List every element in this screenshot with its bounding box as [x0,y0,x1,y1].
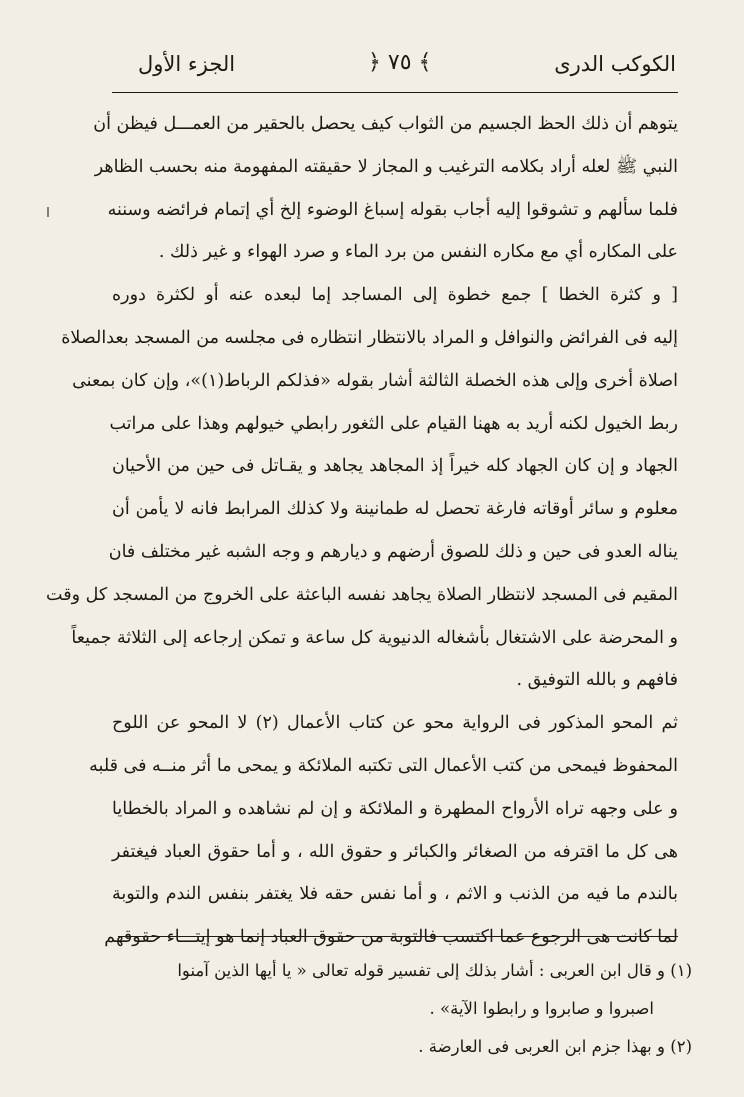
page-header [118,40,676,88]
text-line: لما كانت هى الرجوع عما اكتسب فالتوبة من حقوق العباد إنما هو إيتـــاء حقوقهم [104,927,678,948]
footnote-2: (٢) و بهذا جزم ابن العربى فى العارضة . [418,1037,692,1056]
text-line: ربط الخيول لكنه أريد به ههنا القيام على الثغور رابطي خيولهم وهذا على مراتب [109,413,678,434]
text-line: على المكاره أي مع مكاره النفس من برد الماء و صرد الهواء و غير ذلك . [158,242,678,263]
text-line: هى كل ما اقترفه من الصغائر والكبائر و حقوق الله ، و أما حقوق العباد فيغتفر [112,841,678,862]
body-text [46,103,679,959]
text-line: النبي ﷺ لعله أراد بكلامه الترغيب و المجاز لا حقيقته المفهومة منه بحسب الظاهر [94,156,678,177]
text-line: و المحرضة على الاشتغال بأشغاله الدنيوية كل ساعة و تمكن إرجاعه إلى الثلاثة جميعاً [71,627,678,648]
header-rule [112,92,678,93]
text-line: المحفوظ فيمحى من كتب الأعمال التى تكتبه الملائكة و يمحى ما أثر منــه فى قلبه [89,755,678,776]
volume-label: الجزء الأول [138,52,236,76]
text-line: الجهاد و إن كان الجهاد كله خيراً إذ المجاهد يجاهد و يقـاتل فى حين من الأحيان [112,456,678,477]
text-line: اصلاة أخرى وإلى هذه الخصلة الثالثة أشار بقوله «فذلكم الرباط(١)»، وإن كان بمعنى [72,370,678,391]
footnote-1-cont: اصبروا و صابروا و رابطوا الآية» . [429,999,654,1018]
text-line: إليه فى الفرائض والنوافل و المراد بالانتظار انتظاره فى مجلسه من المسجد بعدالصلاة [61,327,678,348]
text-line: فافهم و بالله التوفيق . [516,670,678,691]
text-line: [ و كثرة الخطا ] جمع خطوة إلى المساجد إما لبعده عنه أو لكثرة دوره [112,285,678,306]
text-line: و على وجهه تراه الأرواح المطهرة و الملائكة و إن لم نشاهده و المراد بالخطايا [112,798,678,819]
text-line: فلما سألهم و تشوقوا إليه أجاب بقوله إسباغ الوضوء إلخ أي إتمام فرائضه وسننه [107,199,678,220]
text-line: يتوهم أن ذلك الحظ الجسيم من الثواب كيف يحصل بالحقير من العمـــل فيظن أن [93,114,678,134]
text-line: ثم المحو المذكور فى الرواية محو عن كتاب الأعمال (٢) لا المحو عن اللوح [112,713,679,734]
text-line: معلوم و سائر أوقاته فارغة تحصل له طمانينة ولا كذلك المرابط فانه لا يأمن أن [112,499,678,520]
book-title: الكوكب الدرى [554,52,676,76]
text-line: المقيم فى المسجد لانتظار الصلاة يجاهد نفسه الباعثة على الخروج من المسجد كل وقت [46,584,678,605]
margin-mark [47,207,49,217]
page-number: ﴿ ٧٥ ﴾ [368,50,432,75]
text-line: يناله العدو فى حين و ذلك للصوق أرضهم و ديارهم و وجه الشبه غير مختلف فان [108,541,678,562]
footnote-1: (١) و قال ابن العربى : أشار بذلك إلى تفسير قوله تعالى « يا أيها الذين آمنوا [177,961,692,980]
footnotes [112,952,692,1066]
footnote-rule [118,936,678,937]
text-line: بالندم ما فيه من الذنب و الاثم ، و أما نفس حقه فلا يغتفر بنفس الندم والتوبة [112,884,678,905]
